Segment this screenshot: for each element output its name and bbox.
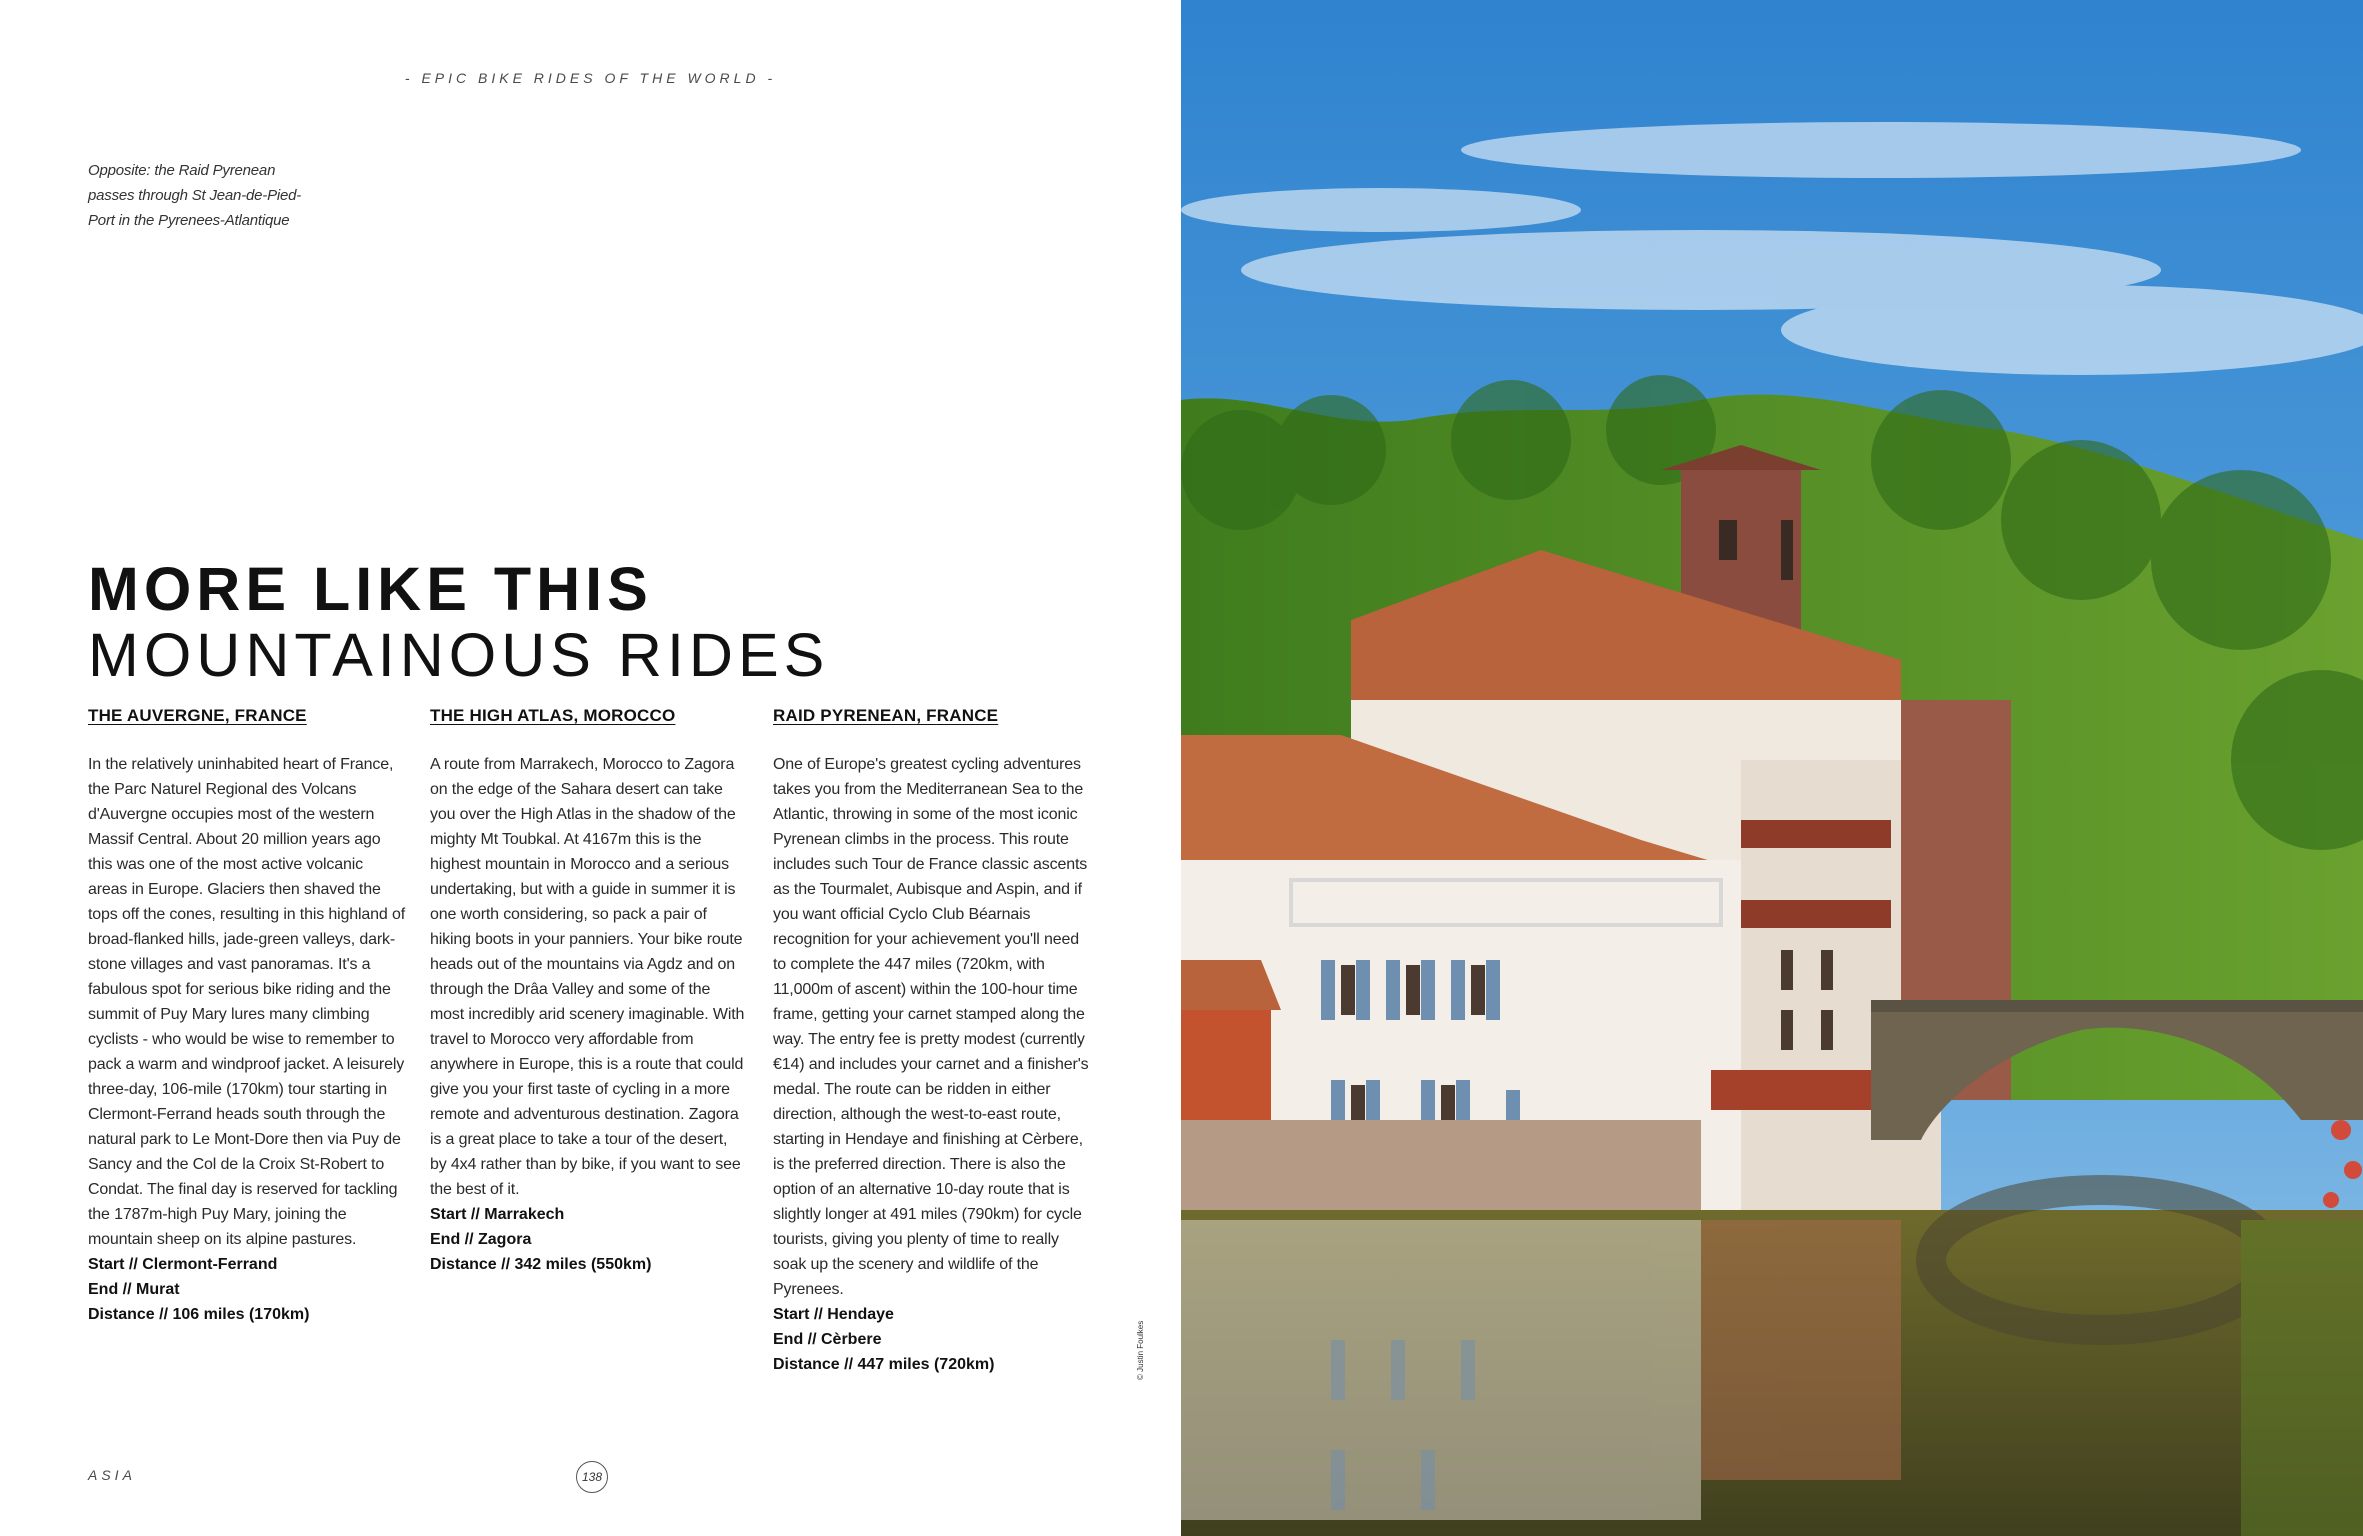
caption-line: Port in the Pyrenees-Atlantique — [88, 212, 290, 229]
headline-line-2: MOUNTAINOUS RIDES — [88, 621, 830, 689]
ride-description: One of Europe's greatest cycling adventures takes you from the Mediterranean Sea to the Atlantic, throwing in some of the most iconic Pyrenean climbs in the process. This route includes such Tour de France classic ascents as the Tourmalet, Aubisque and Aspin, and if you want official Cyclo Club Béarnais recognition for your achievement you'll need to complete the 447 miles (720km, with 11,000m of ascent) within the 100-hour time frame, getting your carnet stamped along the way. The entry fee is pretty modest (currently €14) and includes your carnet and a finisher's medal. The route can be ridden in either direction, although the west-to-east route, starting in Hendaye and finishing at Cèrbere, is the preferred direction. There is also the option of an alternative 10-day route that is slightly longer at 491 miles (790km) for cycle tourists, giving you plenty of time to really soak up the scenery and wildlife of the Pyrenees. — [773, 756, 1089, 1298]
ride-title: RAID PYRENEAN, FRANCE — [773, 706, 999, 725]
village-photo-illustration — [1181, 0, 2363, 1536]
photo-caption — [88, 158, 308, 233]
caption-line: Opposite: the Raid Pyrenean — [88, 162, 276, 179]
ride-end: End // Murat — [88, 1281, 180, 1298]
section-headline — [88, 556, 829, 688]
ride-distance: Distance // 106 miles (170km) — [88, 1306, 310, 1323]
ride-end: End // Zagora — [430, 1231, 532, 1248]
ride-title: THE HIGH ATLAS, MOROCCO — [430, 706, 676, 725]
ride-start: Start // Marrakech — [430, 1206, 565, 1223]
ride-column-auvergne — [88, 706, 406, 1327]
ride-column-raid-pyrenean — [773, 706, 1091, 1377]
ride-column-high-atlas — [430, 706, 748, 1277]
caption-line: passes through St Jean-de-Pied- — [88, 187, 302, 204]
ride-start: Start // Hendaye — [773, 1306, 894, 1323]
ride-title: THE AUVERGNE, FRANCE — [88, 706, 307, 725]
ride-facts — [430, 1202, 748, 1277]
photo-credit: © Justin Foulkes — [1136, 1320, 1145, 1380]
ride-facts — [88, 1252, 406, 1327]
ride-distance: Distance // 342 miles (550km) — [430, 1256, 652, 1273]
ride-description: A route from Marrakech, Morocco to Zagora on the edge of the Sahara desert can take you over the High Atlas in the shadow of the mighty Mt Toubkal. At 4167m this is the highest mountain in Morocco and a serious undertaking, but with a guide in summer it is one worth considering, so pack a pair of hiking boots in your panniers. Your bike route heads out of the mountains via Agdz and on through the Drâa Valley and some of the most incredibly arid scenery imaginable. With travel to Morocco very affordable from anywhere in Europe, this is a route that could give you your first taste of cycling in a more remote and adventurous destination. Zagora is a great place to take a tour of the desert, by 4x4 rather than by bike, if you want to see the best of it. — [430, 756, 745, 1198]
ride-start: Start // Clermont-Ferrand — [88, 1256, 278, 1273]
section-label: ASIA — [88, 1467, 136, 1483]
page-number: 138 — [576, 1461, 608, 1493]
left-page — [0, 0, 1181, 1536]
ride-distance: Distance // 447 miles (720km) — [773, 1356, 995, 1373]
village-photo — [1181, 0, 2363, 1536]
running-head: - EPIC BIKE RIDES OF THE WORLD - — [404, 70, 777, 86]
ride-end: End // Cèrbere — [773, 1331, 882, 1348]
ride-description: In the relatively uninhabited heart of France, the Parc Naturel Regional des Volcans d'Auvergne occupies most of the western Massif Central. About 20 million years ago this was one of the most active volcanic areas in Europe. Glaciers then shaved the tops off the cones, resulting in this highland of broad-flanked hills, jade-green valleys, dark-stone villages and vast panoramas. It's a fabulous spot for serious bike riding and the summit of Puy Mary lures many climbing cyclists - who would be wise to remember to pack a warm and windproof jacket. A leisurely three-day, 106-mile (170km) tour starting in Clermont-Ferrand heads south through the natural park to Le Mont-Dore then via Puy de Sancy and the Col de la Croix St-Robert to Condat. The final day is reserved for tackling the 1787m-high Puy Mary, joining the mountain sheep on its alpine pastures. — [88, 756, 406, 1248]
ride-facts — [773, 1302, 1091, 1377]
headline-line-1: MORE LIKE THIS — [88, 555, 653, 623]
